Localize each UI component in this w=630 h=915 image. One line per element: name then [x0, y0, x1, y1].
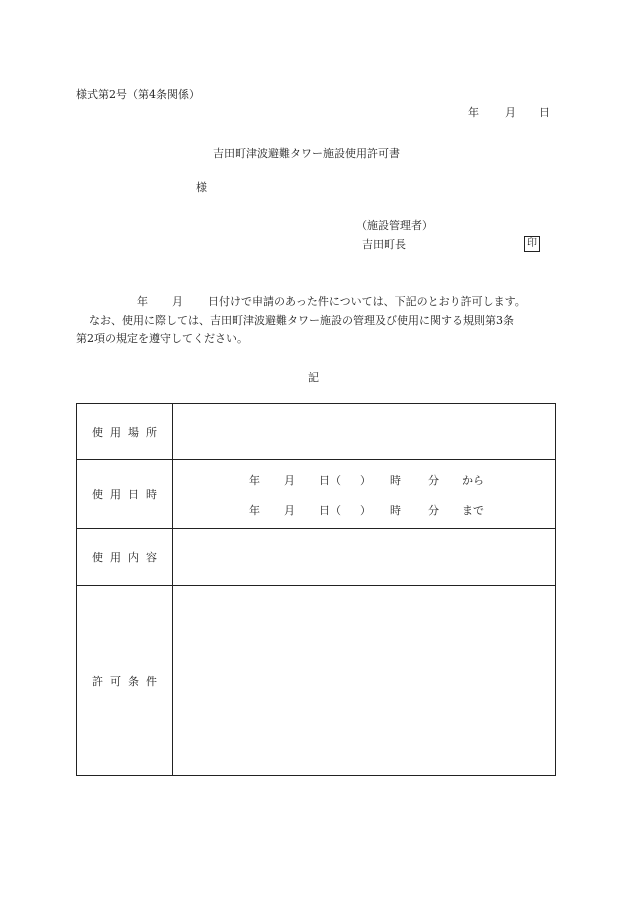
addressee-suffix: 様 [196, 181, 207, 194]
label-char: 用 [110, 488, 121, 501]
body-line2-text: なお、使用に際しては、吉田町津波避難タワー施設の管理及び使用に関する規則第3条 [89, 314, 514, 327]
label-char: 可 [110, 674, 121, 688]
label-char: 使 [92, 425, 103, 439]
date-day-label: 日 [539, 106, 550, 119]
date-year-label: 年 [468, 106, 479, 119]
label-char: 所 [146, 425, 157, 439]
seal-mark: 印 [524, 236, 540, 252]
from-suffix: から [462, 474, 484, 487]
label-char: 用 [110, 425, 121, 439]
content-label [77, 529, 173, 586]
label-char: 内 [128, 551, 139, 564]
label-char: 使 [92, 488, 103, 501]
label-char: 使 [92, 551, 103, 564]
form-number: 様式第2号（第4条関係） [76, 88, 200, 101]
from-hour: 時 [390, 474, 401, 487]
label-char: 容 [146, 551, 157, 564]
issuer-role: （施設管理者） [356, 219, 433, 232]
date-month-label: 月 [505, 106, 516, 119]
datetime-label [77, 460, 173, 529]
datetime-field[interactable] [173, 460, 556, 529]
location-row [77, 404, 556, 460]
location-field[interactable] [173, 404, 556, 460]
to-minute: 分 [428, 504, 439, 517]
from-minute: 分 [428, 474, 439, 487]
to-day: 日（ [319, 504, 341, 517]
conditions-field[interactable] [173, 586, 556, 776]
conditions-row [77, 586, 556, 776]
content-field[interactable] [173, 529, 556, 586]
to-suffix: まで [462, 504, 484, 517]
issuer-name: 吉田町長 [362, 238, 406, 251]
from-month: 月 [284, 474, 295, 487]
label-char: 件 [146, 674, 157, 688]
body-line3-text: 第2項の規定を遵守してください。 [76, 332, 248, 345]
to-year: 年 [249, 504, 260, 517]
datetime-row [77, 460, 556, 529]
label-char: 日 [128, 488, 139, 501]
conditions-label [77, 586, 173, 776]
from-day: 日（ [319, 474, 341, 487]
body-month-label: 月 [172, 295, 183, 308]
document-title: 吉田町津波避難タワー施設使用許可書 [213, 147, 400, 160]
ki-heading: 記 [308, 371, 319, 384]
label-char: 時 [146, 488, 157, 501]
label-char: 場 [128, 425, 139, 439]
from-close-paren: ） [360, 474, 371, 487]
datetime-to-row [173, 502, 555, 516]
body-year-label: 年 [137, 295, 148, 308]
from-year: 年 [249, 474, 260, 487]
content-row [77, 529, 556, 586]
permit-table [76, 403, 556, 776]
to-month: 月 [284, 504, 295, 517]
label-char: 条 [128, 674, 139, 688]
body-line1-text: 日付けで申請のあった件については、下記のとおり許可します。 [208, 295, 526, 308]
location-label [77, 404, 173, 460]
label-char: 用 [110, 551, 121, 564]
datetime-from-row [173, 472, 555, 486]
to-hour: 時 [390, 504, 401, 517]
to-close-paren: ） [360, 504, 371, 517]
label-char: 許 [92, 674, 103, 688]
